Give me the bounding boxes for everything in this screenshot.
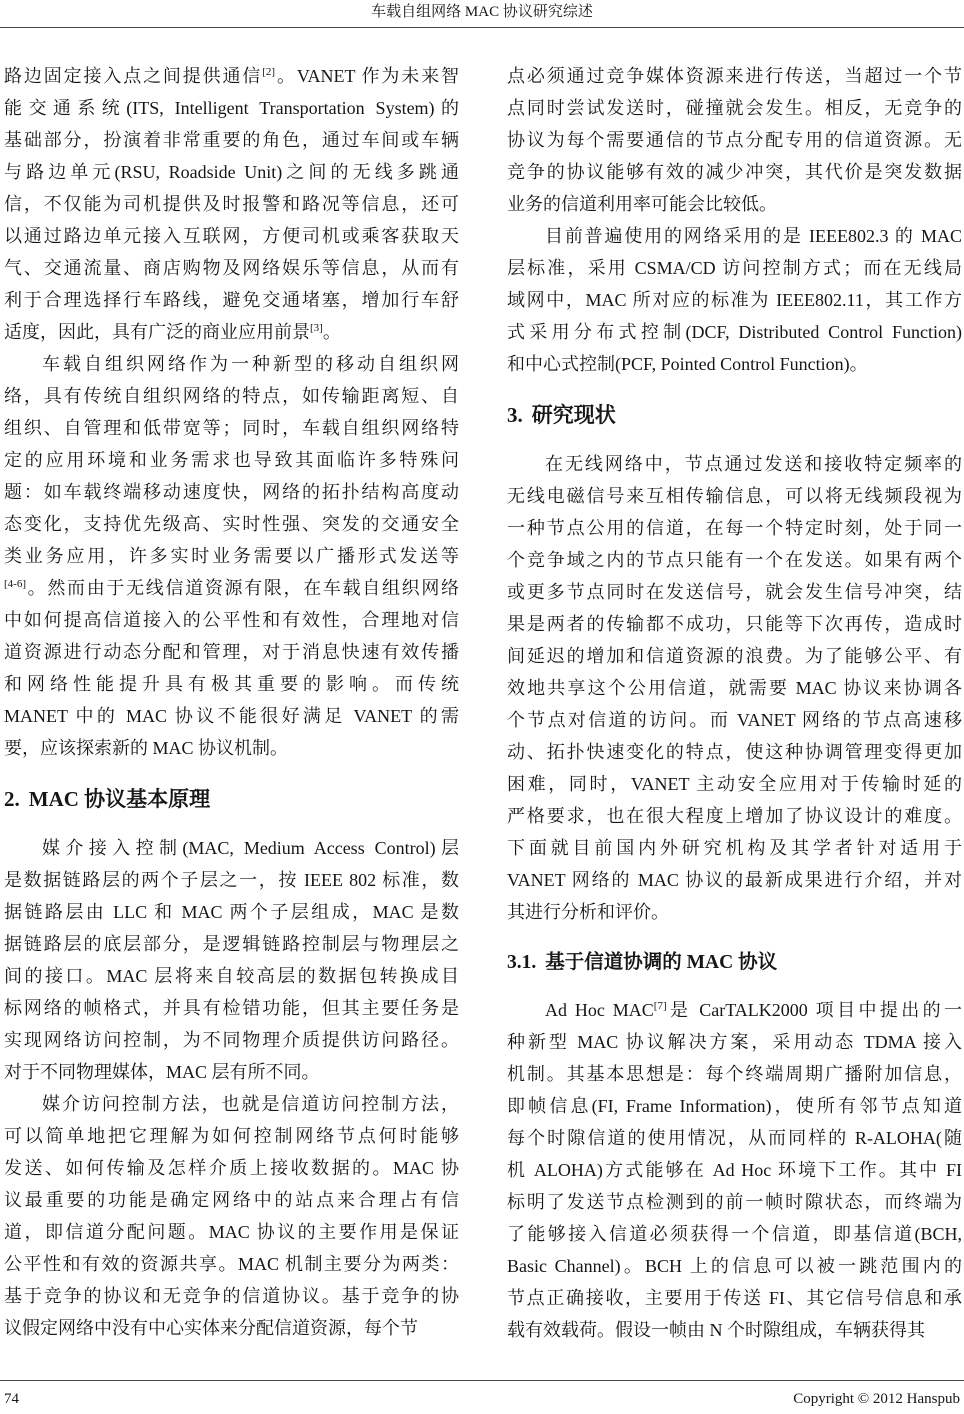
paragraph — [507, 60, 962, 220]
text-line — [4, 316, 459, 348]
section-number: 3.1. — [507, 952, 537, 973]
text-line: 络，具有传统自组织网络的特点，如传输距离短、自 — [4, 386, 459, 406]
text-line: 道资源进行动态分配和管理，对于消息快速有效传播 — [4, 642, 459, 662]
text-line: 果是两者的传输都不成功，只能等下次再传，造成时 — [507, 614, 962, 634]
text-line: 机制。其基本思想是：每个终端周期广播附加信息， — [507, 1064, 962, 1084]
text-line: 层标准，采用 CSMA/CD 访问控制方式；而在无线局 — [507, 258, 962, 278]
text-line: 实现网络访问控制，为不同物理介质提供访问路径。 — [4, 1030, 459, 1050]
text-line: 题：如车载终端移动速度快，网络的拓扑结构高度动 — [4, 482, 459, 502]
text-line: 定的应用环境和业务需求也导致其面临许多特殊问 — [4, 450, 459, 470]
section-title: MAC 协议基本原理 — [28, 787, 211, 811]
text-run: 路边固定接入点之间提供通信 — [4, 66, 263, 86]
text-line: 标网络的帧格式，并具有检错功能，但其主要任务是 — [4, 998, 459, 1018]
section-title: 研究现状 — [531, 403, 616, 427]
text-line: 车载自组织网络作为一种新型的移动自组织网 — [42, 354, 459, 374]
text-line: 信，不仅能为司机提供及时报警和路况等信息，还可 — [4, 194, 459, 214]
citation-superscript: [3] — [310, 322, 323, 334]
text-line: 媒介访问控制方法，也就是信道访问控制方法， — [42, 1094, 459, 1114]
text-line: 据链路层由 LLC 和 MAC 两个子层组成，MAC 是数 — [4, 902, 459, 922]
text-line: 和中心式控制(PCF, Pointed Control Function)。 — [507, 354, 868, 374]
text-line: 可以简单地把它理解为如何控制网络节点何时能够 — [4, 1126, 459, 1146]
paragraph — [4, 60, 459, 348]
column-right — [507, 60, 962, 1346]
section-number: 3. — [507, 403, 523, 427]
paragraph — [507, 220, 962, 380]
text-run: 。VANET 作为未来智 — [275, 66, 459, 86]
text-line: 在无线网络中，节点通过发送和接收特定频率的 — [545, 454, 962, 474]
text-line: 竞争的协议能够有效的减少冲突，其代价是突发数据 — [507, 162, 962, 182]
text-run: 是 CarTALK2000 项目中提出的一 — [666, 1000, 962, 1020]
citation-superscript: [4-6] — [4, 578, 26, 590]
text-line: 气、交通流量、商店购物及网络娱乐等信息，从而有 — [4, 258, 459, 278]
text-line: 基础部分，扮演着非常重要的角色，通过车间或车辆 — [4, 130, 459, 150]
text-line: 组织、自管理和低带宽等；同时，车载自组织网络特 — [4, 418, 459, 438]
text-line: 或更多节点同时在发送信号，就会发生信号冲突，结 — [507, 582, 962, 602]
text-line: 间延迟的增加和信道资源的浪费。为了能够公平、有 — [507, 646, 962, 666]
text-run: Ad Hoc MAC — [545, 1000, 654, 1020]
text-line — [4, 60, 459, 92]
text-line: 类业务应用，许多实时业务需要以广播形式发送等 — [4, 546, 459, 566]
text-line: 据链路层的底层部分，是逻辑链路控制层与物理层之 — [4, 934, 459, 954]
section-title: 基于信道协调的 MAC 协议 — [545, 952, 778, 973]
text-line: VANET 网络的 MAC 协议的最新成果进行介绍，并对 — [507, 870, 962, 890]
paragraph — [4, 348, 459, 764]
running-header-title: 车载自组网络 MAC 协议研究综述 — [371, 4, 593, 20]
text-line: 和网络性能提升具有极其重要的影响。而传统 — [4, 674, 459, 694]
footer-rule — [0, 1380, 964, 1381]
text-line: 基于竞争的协议和无竞争的信道协议。基于竞争的协 — [4, 1286, 459, 1306]
subsection-heading — [507, 947, 962, 979]
column-left — [4, 60, 459, 1344]
text-line: 式采用分布式控制(DCF, Distributed Control Function) — [507, 322, 962, 342]
text-line: 议假定网络中没有中心实体来分配信道资源，每个节 — [4, 1318, 418, 1338]
text-line — [507, 994, 962, 1026]
text-run: 。然而由于无线信道资源有限，在车载自组织网络 — [26, 578, 459, 598]
text-line: 对于不同物理媒体，MAC 层有所不同。 — [4, 1062, 320, 1082]
text-line: 间的接口。MAC 层将来自较高层的数据包转换成目 — [4, 966, 459, 986]
text-line: 严格要求，也在很大程度上增加了协议设计的难度。 — [507, 806, 962, 826]
text-line: MANET 中的 MAC 协议不能很好满足 VANET 的需 — [4, 706, 459, 726]
section-heading — [507, 399, 962, 431]
text-line: 困难，同时，VANET 主动安全应用对于传输时延的 — [507, 774, 962, 794]
text-line: 动、拓扑快速变化的特点，使这种协调管理变得更加 — [507, 742, 962, 762]
text-line: 点同时尝试发送时，碰撞就会发生。相反，无竞争的 — [507, 98, 962, 118]
text-line: 点必须通过竞争媒体资源来进行传送，当超过一个节 — [507, 66, 962, 86]
paragraph — [4, 1088, 459, 1344]
text-line: 发送、如何传输及怎样介质上接收数据的。MAC 协 — [4, 1158, 459, 1178]
text-line: 个节点对信道的访问。而 VANET 网络的节点高速移 — [507, 710, 962, 730]
text-line: 载有效载荷。假设一帧由 N 个时隙组成，车辆获得其 — [507, 1320, 925, 1340]
text-line: Basic Channel)。BCH 上的信息可以被一跳范围内的 — [507, 1256, 962, 1276]
footer-page-number: 74 — [4, 1391, 19, 1407]
text-line: 以通过路边单元接入互联网，方便司机或乘客获取天 — [4, 226, 459, 246]
text-line: 业务的信道利用率可能会比较低。 — [507, 194, 777, 214]
text-line: 媒介接入控制(MAC, Medium Access Control)层 — [42, 838, 459, 858]
header-rule — [0, 27, 964, 28]
text-line: 一种节点公用的信道，在每一个特定时刻，处于同一 — [507, 518, 962, 538]
text-run: 。 — [322, 322, 341, 342]
text-line: 道，即信道分配问题。MAC 协议的主要作用是保证 — [4, 1222, 459, 1242]
text-line: 要，应该探索新的 MAC 协议机制。 — [4, 738, 289, 758]
text-line: 个竞争域之内的节点只能有一个在发送。如果有两个 — [507, 550, 962, 570]
footer-copyright: Copyright © 2012 Hanspub — [793, 1391, 960, 1407]
text-line: 中如何提高信道接入的公平性和有效性，合理地对信 — [4, 610, 459, 630]
text-line: 利于合理选择行车路线，避免交通堵塞，增加行车舒 — [4, 290, 459, 310]
text-line: 标明了发送节点检测到的前一帧时隙状态，而终端为 — [507, 1192, 962, 1212]
text-line: 节点正确接收，主要用于传送 FI、其它信号信息和承 — [507, 1288, 962, 1308]
text-line: 无线电磁信号来互相传输信息，可以将无线频段视为 — [507, 486, 962, 506]
text-line: 是数据链路层的两个子层之一，按 IEEE 802 标准，数 — [4, 870, 459, 890]
text-line: 能交通系统(ITS, Intelligent Transportation System)的 — [4, 98, 459, 118]
paragraph — [507, 994, 962, 1346]
text-line — [4, 572, 459, 604]
text-line: 与路边单元(RSU, Roadside Unit)之间的无线多跳通 — [4, 162, 459, 182]
text-line: 机 ALOHA)方式能够在 Ad Hoc 环境下工作。其中 FI — [507, 1160, 962, 1180]
text-line: 每个时隙信道的使用情况，从而同样的 R-ALOHA(随 — [507, 1128, 962, 1148]
text-line: 即帧信息(FI, Frame Information)，使所有邻节点知道 — [507, 1096, 962, 1116]
paragraph — [4, 832, 459, 1088]
citation-superscript: [7] — [653, 1000, 667, 1012]
text-line: 域网中，MAC 所对应的标准为 IEEE802.11，其工作方 — [507, 290, 962, 310]
paragraph — [507, 448, 962, 928]
section-heading — [4, 783, 459, 815]
text-line: 协议为每个需要通信的节点分配专用的信道资源。无 — [507, 130, 962, 150]
text-line: 态变化，支持优先级高、实时性强、突发的交通安全 — [4, 514, 459, 534]
text-line: 议最重要的功能是确定网络中的站点来合理占有信 — [4, 1190, 459, 1210]
text-line: 下面就目前国内外研究机构及其学者针对适用于 — [507, 838, 962, 858]
text-line: 目前普遍使用的网络采用的是 IEEE802.3 的 MAC — [545, 226, 962, 246]
text-line: 效地共享这个公用信道，就需要 MAC 协议来协调各 — [507, 678, 962, 698]
text-line: 公平性和有效的资源共享。MAC 机制主要分为两类： — [4, 1254, 459, 1274]
text-line: 种新型 MAC 协议解决方案，采用动态 TDMA 接入 — [507, 1032, 962, 1052]
text-run: 适度，因此，具有广泛的商业应用前景 — [4, 322, 310, 342]
citation-superscript: [2] — [262, 66, 276, 78]
section-number: 2. — [4, 787, 20, 811]
text-line: 其进行分析和评价。 — [507, 902, 669, 922]
text-line: 了能够接入信道必须获得一个信道，即基信道(BCH, — [507, 1224, 962, 1244]
